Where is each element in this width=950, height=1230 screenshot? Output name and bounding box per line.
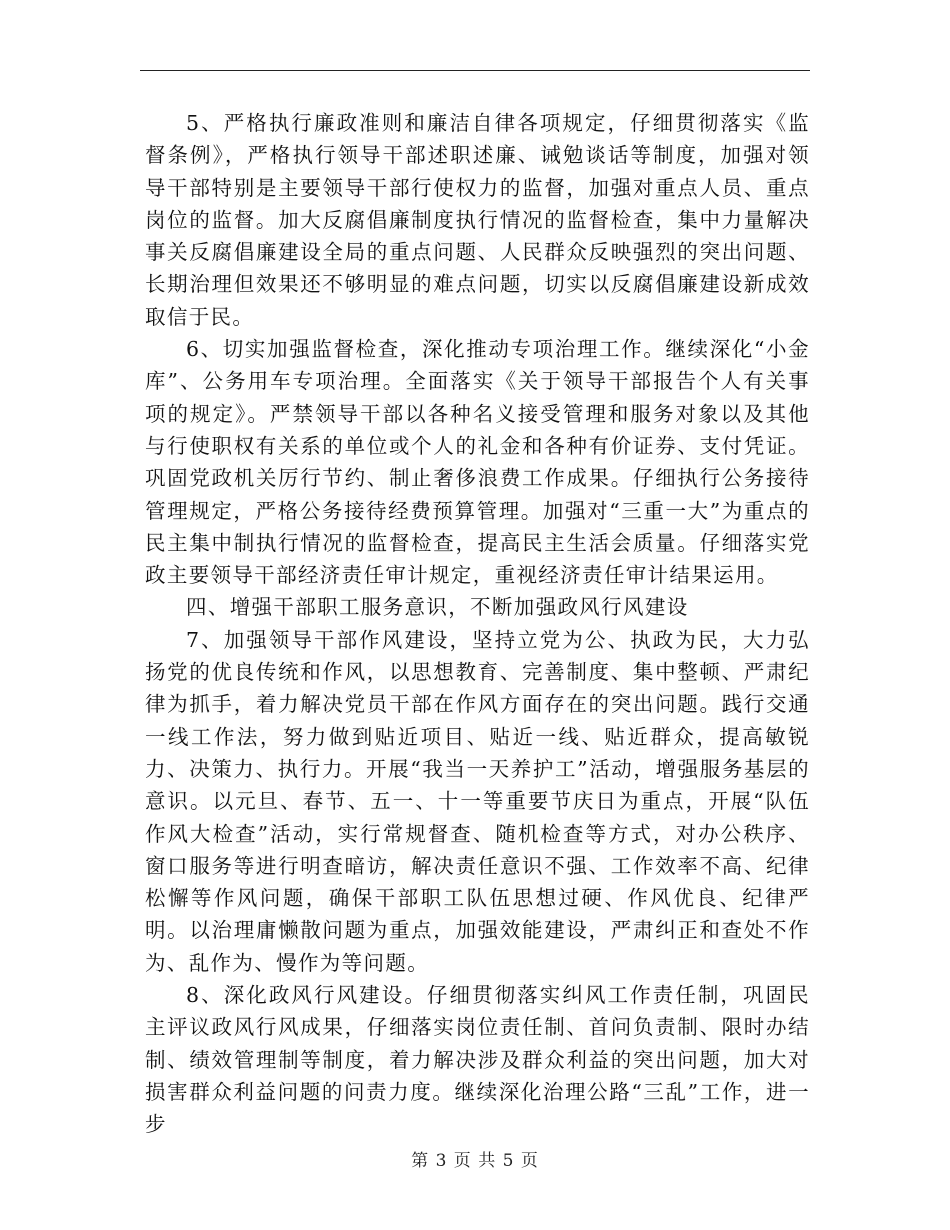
paragraph-item-5: 5、严格执行廉政准则和廉洁自律各项规定，仔细贯彻落实《监督条例》，严格执行领导干部述职述廉、诫勉谈话等制度，加强对领导干部特别是主要领导干部行使权力的监督，加强对重点人员、重点岗位的监督。加大反腐倡廉制度执行情况的监督检查，集中力量解决事关反腐倡廉建设全局的重点问题、人民群众反映强烈的突出问题、长期治理但效果还不够明显的难点问题，切实以反腐倡廉建设新成效取信于民。 (145, 111, 810, 329)
header-rule (140, 70, 810, 71)
section-heading-4: 四、增强干部职工服务意识，不断加强政风行风建设 (186, 595, 689, 620)
paragraph-item-7: 7、加强领导干部作风建设，坚持立党为公、执政为民，大力弘扬党的优良传统和作风，以思想教育、完善制度、集中整顿、严肃纪律为抓手，着力解决党员干部在作风方面存在的突出问题。践行交通一线工作法，努力做到贴近项目、贴近一线、贴近群众，提高敏锐力、决策力、执行力。开展“我当一天养护工”活动，增强服务基层的意识。以元旦、春节、五一、十一等重要节庆日为重点，开展“队伍作风大检查”活动，实行常规督查、随机检查等方式，对办公秩序、窗口服务等进行明查暗访，解决责任意识不强、工作效率不高、纪律松懈等作风问题，确保干部职工队伍思想过硬、作风优良、纪律严明。以治理庸懒散问题为重点，加强效能建设，严肃纠正和查处不作为、乱作为、慢作为等问题。 (145, 627, 810, 975)
document-body (145, 107, 810, 1141)
paragraph-item-6: 6、切实加强监督检查，深化推动专项治理工作。继续深化“小金库”、公务用车专项治理。全面落实《关于领导干部报告个人有关事项的规定》。严禁领导干部以各种名义接受管理和服务对象以及其他与行使职权有关系的单位或个人的礼金和各种有价证券、支付凭证。巩固党政机关厉行节约、制止奢侈浪费工作成果。仔细执行公务接待管理规定，严格公务接待经费预算管理。加强对“三重一大”为重点的民主集中制执行情况的监督检查，提高民主生活会质量。仔细落实党政主要领导干部经济责任审计规定，重视经济责任审计结果运用。 (145, 337, 810, 588)
paragraph-item-8: 8、深化政风行风建设。仔细贯彻落实纠风工作责任制，巩固民主评议政风行风成果，仔细落实岗位责任制、首问负责制、限时办结制、绩效管理制等制度，着力解决涉及群众利益的突出问题，加大对损害群众利益问题的问责力度。继续深化治理公路“三乱”工作，进一步 (145, 983, 810, 1137)
page-footer: 第 3 页 共 5 页 (411, 1151, 539, 1171)
